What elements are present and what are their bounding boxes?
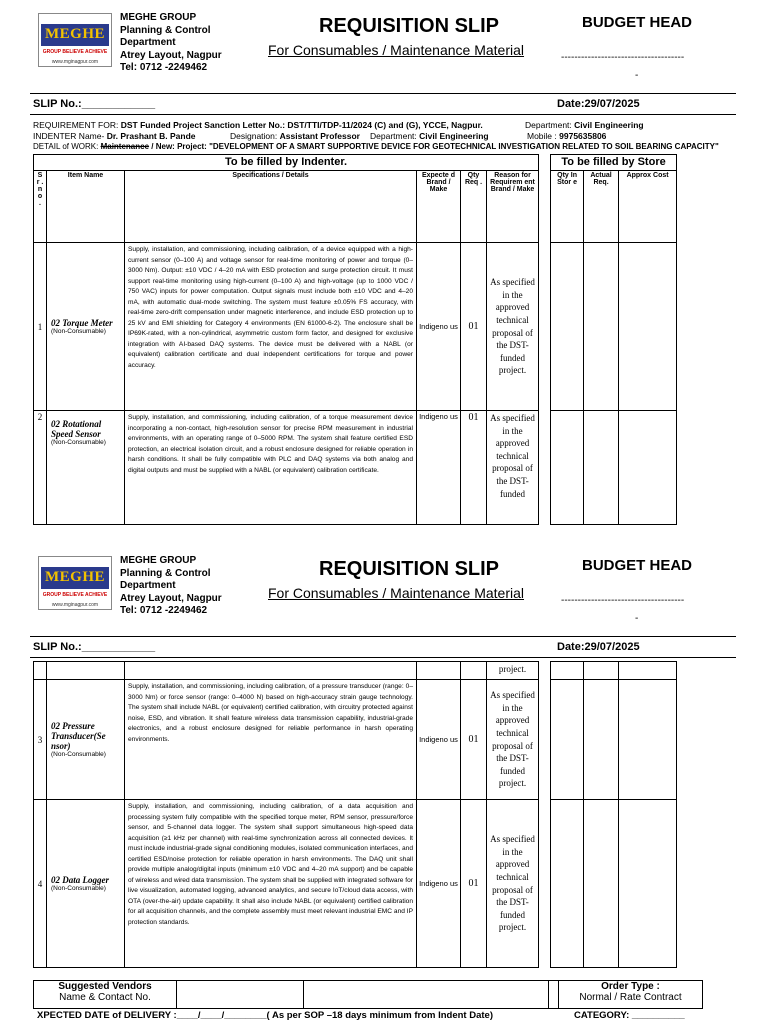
- budget-head-label: BUDGET HEAD: [582, 14, 693, 31]
- meghe-logo: MEGHE GROUP BELIEVE ACHIEVE www.mginagpur.com: [38, 13, 112, 67]
- order-type-cell: Order Type : Normal / Rate Contract: [559, 981, 703, 1009]
- page-title: REQUISITION SLIP: [319, 15, 500, 37]
- suggested-vendors-cell: Suggested Vendors Name & Contact No.: [34, 981, 177, 1009]
- indenter-line: INDENTER Name- Dr. Prashant B. Pande: [33, 131, 196, 141]
- category-line: CATEGORY: __________: [574, 1010, 685, 1021]
- budget-head-line: -------------------------------------: [561, 52, 685, 63]
- col-header-spec: Specifications / Details: [125, 171, 417, 243]
- slip-rule: [30, 114, 736, 115]
- department-line-2: Department: Civil Engineering: [370, 131, 489, 141]
- header-rule-2: [30, 636, 736, 637]
- org-address: MEGHE GROUP Planning & Control Department Atrey Layout, Nagpur Tel: 0712 -2249462: [120, 12, 222, 73]
- slip-rule-2: [30, 657, 736, 658]
- col-header-reason: Reason for Requirem ent Brand / Make: [487, 171, 539, 243]
- table-row: 4 02 Data Logger (Non-Consumable) Supply, installation, and commissioning, including calibration, of a data acquisition and processing system fully compatible with the specified torque meter, RPM sensor, pressure/force sensor, and 5-channel data logger. The system shall support simultaneous high-speed data acquisition (≥1 kHz per channel) with real-time synchronization across all connected devices. It must include industrial-grade signal conditioning modules, isolated communication interfaces, and certified ESD/noise protection for reliable operation in harsh environments. The DAQ unit shall provide multiple analog/digital inputs (minimum ±10 VDC and 4–20 mA support) and be capable of wireless and wired data transmission. The system shall be supplied with integrated software for live visualization, automated logging, advanced analytics, and secure IoT/cloud data access, with OTA (over-the-air) update capability. It shall also include NABL (or equivalent) certified calibration for all acquisition channels, and the complete assembly must meet relevant industrial EMC and IP protection standards. Indigeno us 01 As specified in the approved technical proposal of the DST-funded project.: [34, 800, 677, 968]
- page-subtitle: For Consumables / Maintenance Material: [268, 42, 525, 58]
- slip-number: SLIP No.:____________: [33, 98, 156, 110]
- requisition-table-page-1: [33, 154, 677, 525]
- detail-of-work-line: DETAIL of WORK: Maintenance / New: Project: "DEVELOPMENT OF A SMART SUPPORTIVE DEVICE FOR GEOTECHNICAL INVESTIGATION RELATED TO SOIL BEARING CAPACITY": [33, 142, 719, 151]
- store-section-title: To be filled by Store: [551, 155, 677, 171]
- slip-date-2: Date:29/07/2025: [557, 641, 640, 653]
- table-row: project.: [34, 662, 677, 680]
- col-header-brand: Expecte d Brand / Make: [417, 171, 461, 243]
- col-header-store-qty: Qty In Stor e: [551, 171, 584, 243]
- col-header-cost: Approx Cost: [619, 171, 677, 243]
- budget-head-line-2: -------------------------------------: [561, 595, 685, 606]
- table-row: 2 02 Rotational Speed Sensor (Non-Consumable) Supply, installation, and commissioning, including calibration, of a torque measurement device incorporating a non-contact, high-resolution sensor for precise RPM measurement in industrial environments, with an operating range of 0–5000 RPM. The system shall feature certified ESD protection, an electrical isolation circuit, and a robust enclosure designed for reliable operation in harsh conditions. It shall be fully compatible with PLC and DAQ systems via both analog and digital outputs and must be supplied with a NABL (or equivalent) calibration certificate. Indigeno us 01 As specified in the approved technical proposal of the DST-funded: [34, 411, 677, 525]
- header-rule: [30, 93, 736, 94]
- slip-date: Date:29/07/2025: [557, 98, 640, 110]
- department-line-1: Department: Civil Engineering: [525, 120, 644, 130]
- org-address-page-2: MEGHE GROUP Planning & Control Department Atrey Layout, Nagpur Tel: 0712 -2249462: [120, 555, 222, 616]
- table-row: 3 02 Pressure Transducer(Se nsor) (Non-Consumable) Supply, installation, and commissioning, including calibration, of a pressure transducer (range: 0–3000 Nm) or force sensor (range: 0–4000 N) based on high-accuracy strain gauge technology. The system shall include NABL (or equivalent) certified calibration, with circuitry protected against noise, ESD, and vibration. It shall feature wireless data transmission capability, industrial-grade electronics, and a robust enclosure designed for reliable performance in harsh operating environments. Indigeno us 01 As specified in the approved technical proposal of the DST-funded project.: [34, 680, 677, 800]
- budget-head-dash: -: [635, 70, 639, 81]
- requisition-table-page-2: [33, 661, 677, 968]
- budget-head-label-2: BUDGET HEAD: [582, 557, 693, 574]
- vendor-order-table: [33, 980, 703, 1009]
- budget-head-dash-2: -: [635, 613, 639, 624]
- page-title-2: REQUISITION SLIP: [319, 558, 500, 580]
- meghe-logo-page-2: MEGHE GROUP BELIEVE ACHIEVE www.mginagpur.com: [38, 556, 112, 610]
- col-header-actual: Actual Req.: [584, 171, 619, 243]
- page-subtitle-2: For Consumables / Maintenance Material: [268, 585, 525, 601]
- indenter-section-title: To be filled by Indenter.: [34, 155, 539, 171]
- vendor-entry-1[interactable]: [177, 981, 304, 1009]
- requirement-line: REQUIREMENT FOR: DST Funded Project Sanction Letter No.: DST/TTI/TDP-11/2024 (C) and (G), YCCE, Nagpur.: [33, 120, 483, 130]
- col-header-item: Item Name: [47, 171, 125, 243]
- designation-line: Designation: Assistant Professor: [230, 131, 360, 141]
- slip-number-2: SLIP No.:____________: [33, 641, 156, 653]
- col-header-sr: S r . n o .: [34, 171, 47, 243]
- mobile-line: Mobile : 9975635806: [527, 131, 607, 141]
- table-row: 1 02 Torque Meter (Non-Consumable) Supply, installation, and commissioning, including calibration, of a device equipped with a high-current sensor (0–100 A) and voltage sensor for real-time monitoring of power and torque (0–3000 Nm). Output: ±10 VDC / 4–20 mA with ESD protection and surge protection circuit. It must support real-time monitoring using high-current (0–100 A) and high-voltage (up to 1000 VDC / 750 VAC) inputs for power computation. Output signals must include both ±10 VDC and 4–20 mA, with automatic dual-mode switching. The system must feature ±0.05% FS accuracy, with real-time zero-drift compensation under magnetic interference, and include ESD protection up to 25 kV and EMI shielding for Category 4 environments (EN 61000-6-2). The enclosure shall be IP69K-rated, with a non-cylindrical, asymmetric custom form factor, and designed for exclusive integration with AI-based DAQ systems. The device must be delivered with a NABL (or equivalent) calibration certificate and dual independent certifications for torque and power accuracy. Indigeno us 01 As specified in the approved technical proposal of the DST-funded project.: [34, 243, 677, 411]
- col-header-qty: Qty Req .: [461, 171, 487, 243]
- vendor-entry-2[interactable]: [304, 981, 549, 1009]
- expected-delivery-line: XPECTED DATE of DELIVERY :____/____/________( As per SOP –18 days minimum from Indent Date): [37, 1010, 493, 1021]
